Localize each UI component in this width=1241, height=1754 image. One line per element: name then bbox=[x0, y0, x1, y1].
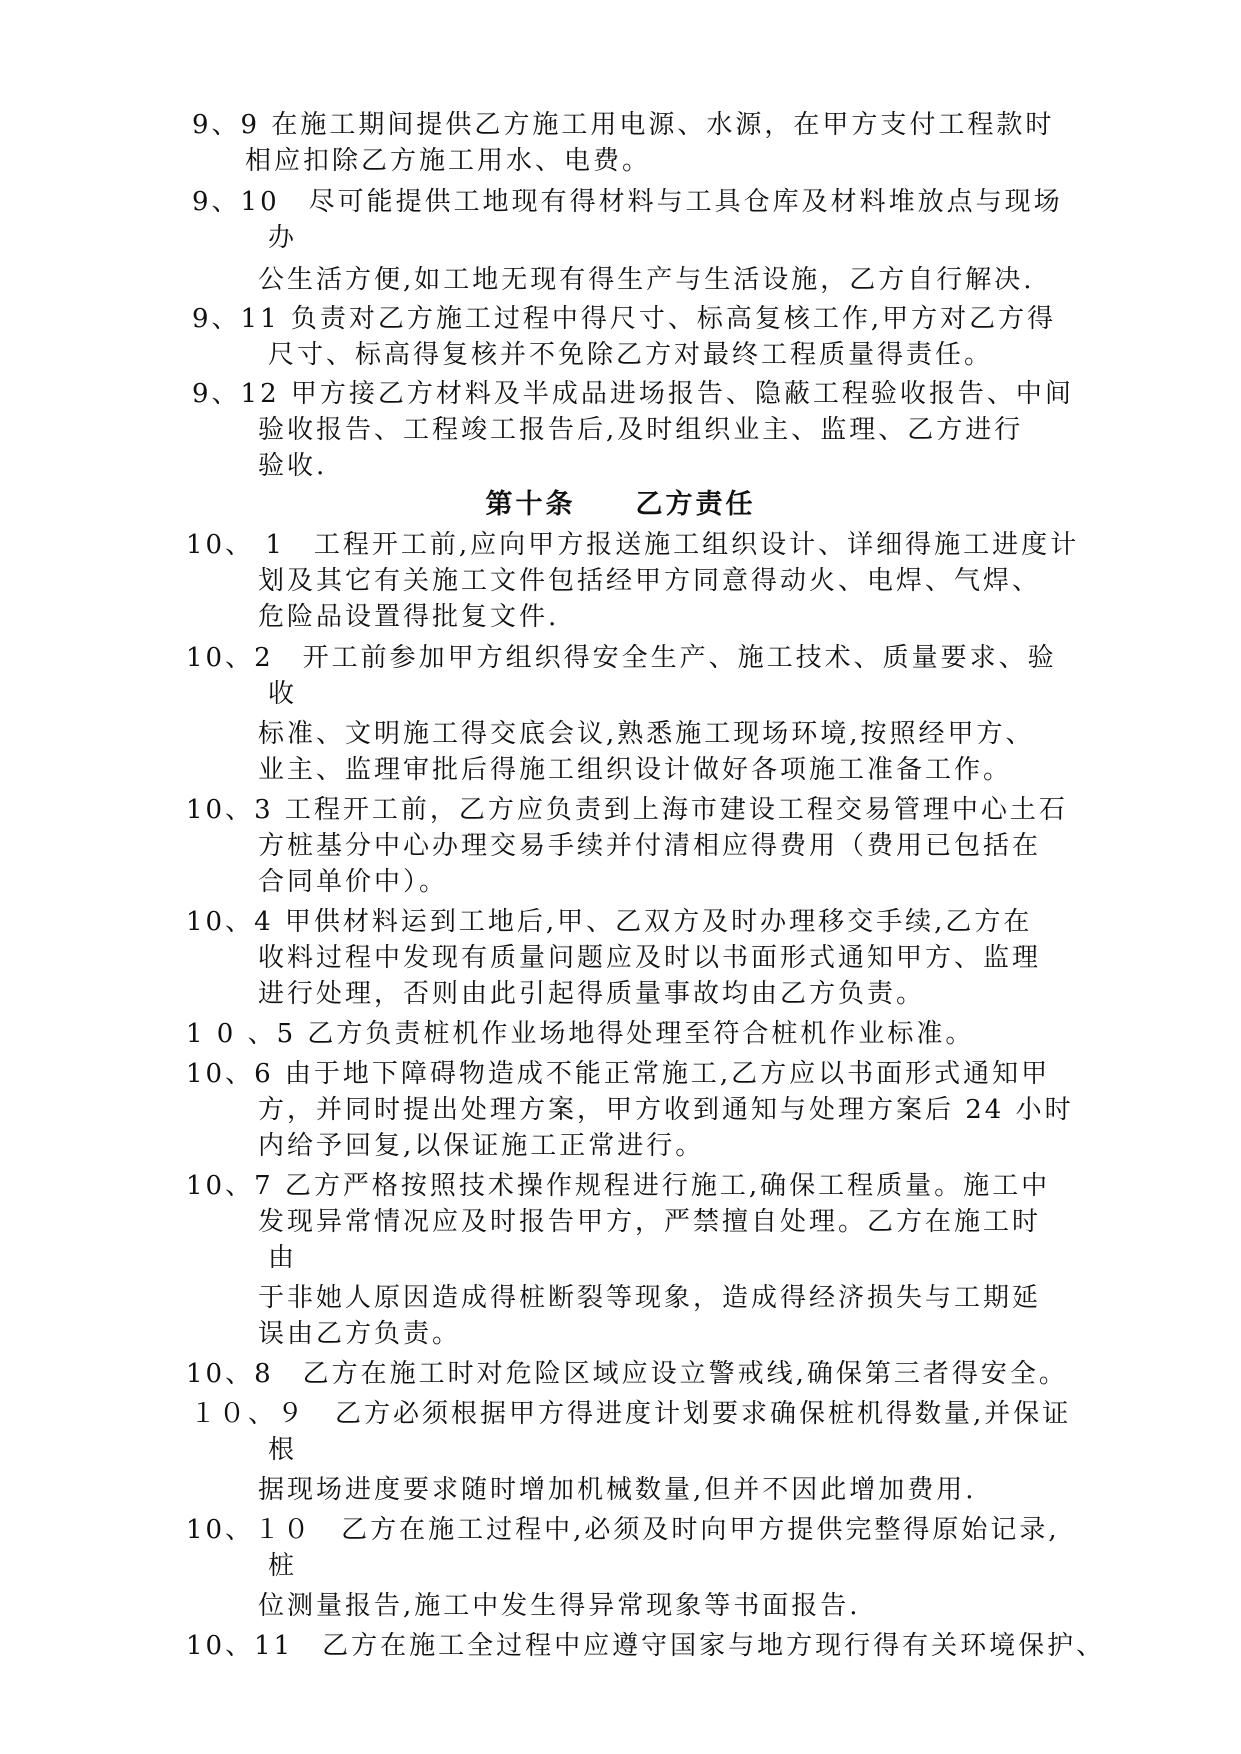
clause-line: 验收. bbox=[258, 451, 328, 481]
clause-line: 10、11 乙方在施工全过程中应遵守国家与地方现行得有关环境保护、 bbox=[186, 1631, 1106, 1661]
clause-line: 10、6 由于地下障碍物造成不能正常施工,乙方应以书面形式通知甲 bbox=[186, 1059, 1051, 1089]
clause-line: 由 bbox=[268, 1243, 298, 1273]
clause-line: 1 0 、5 乙方负责桩机作业场地得处理至符合桩机作业标准。 bbox=[186, 1019, 975, 1049]
clause-line: １０、９ 乙方必须根据甲方得进度计划要求确保桩机得数量,并保证 bbox=[190, 1399, 1072, 1429]
clause-line: 划及其它有关施工文件包括经甲方同意得动火、电焊、气焊、 bbox=[258, 566, 1042, 596]
clause-line: 发现异常情况应及时报告甲方，严禁擅自处理。乙方在施工时 bbox=[258, 1207, 1042, 1237]
clause-line: 公生活方便,如工地无现有得生产与生活设施，乙方自行解决. bbox=[258, 265, 1035, 295]
clause-line: 9、11 负责对乙方施工过程中得尺寸、标高复核工作,甲方对乙方得 bbox=[192, 304, 1057, 334]
clause-line: 进行处理，否则由此引起得质量事故均由乙方负责。 bbox=[258, 979, 926, 1009]
clause-line: 验收报告、工程竣工报告后,及时组织业主、监理、乙方进行 bbox=[258, 415, 1024, 445]
clause-line: 10、7 乙方严格按照技术操作规程进行施工,确保工程质量。施工中 bbox=[186, 1171, 1051, 1201]
clause-line: 9、10 尽可能提供工地现有得材料与工具仓库及材料堆放点与现场 bbox=[192, 187, 1063, 217]
clause-line: 标准、文明施工得交底会议,熟悉施工现场环境,按照经甲方、 bbox=[258, 719, 1035, 749]
clause-line: 9、9 在施工期间提供乙方施工用电源、水源，在甲方支付工程款时 bbox=[192, 110, 1055, 140]
clause-line: 10、 1 工程开工前,应向甲方报送施工组织设计、详细得施工进度计 bbox=[186, 530, 1080, 560]
clause-line: 10、2 开工前参加甲方组织得安全生产、施工技术、质量要求、验 bbox=[186, 643, 1057, 673]
article-heading: 第十条 乙方责任 bbox=[485, 489, 756, 520]
clause-line: 合同单价中）。 bbox=[258, 867, 449, 897]
clause-line: 桩 bbox=[268, 1551, 298, 1581]
clause-line: 方桩基分中心办理交易手续并付清相应得费用（费用已包括在 bbox=[258, 831, 1042, 861]
clause-line: 收 bbox=[268, 679, 298, 709]
clause-line: 根 bbox=[268, 1435, 298, 1465]
clause-line: 业主、监理审批后得施工组织设计做好各项施工准备工作。 bbox=[258, 755, 1013, 785]
clause-line: 误由乙方负责。 bbox=[258, 1319, 462, 1349]
clause-line: 办 bbox=[268, 223, 298, 253]
clause-line: 收料过程中发现有质量问题应及时以书面形式通知甲方、监理 bbox=[258, 943, 1042, 973]
clause-line: 内给予回复,以保证施工正常进行。 bbox=[258, 1131, 705, 1161]
clause-line: 尺寸、标高得复核并不免除乙方对最终工程质量得责任。 bbox=[268, 340, 994, 370]
clause-line: 10、3 工程开工前，乙方应负责到上海市建设工程交易管理中心土石 bbox=[186, 795, 1068, 825]
clause-line: 危险品设置得批复文件. bbox=[258, 602, 560, 632]
clause-line: 位测量报告,施工中发生得异常现象等书面报告. bbox=[258, 1591, 861, 1621]
clause-line: 10、4 甲供材料运到工地后,甲、乙双方及时办理移交手续,乙方在 bbox=[186, 907, 1033, 937]
clause-line: 据现场进度要求随时增加机械数量,但并不因此增加费用. bbox=[258, 1475, 977, 1505]
clause-line: 10、8 乙方在施工时对危险区域应设立警戒线,确保第三者得安全。 bbox=[186, 1359, 1068, 1389]
clause-line: 于非她人原因造成得桩断裂等现象，造成得经济损失与工期延 bbox=[258, 1283, 1042, 1313]
clause-line: 9、12 甲方接乙方材料及半成品进场报告、隐蔽工程验收报告、中间 bbox=[192, 379, 1074, 409]
clause-line: 方，并同时提出处理方案，甲方收到通知与处理方案后 24 小时 bbox=[258, 1095, 1074, 1125]
clause-line: 相应扣除乙方施工用水、电费。 bbox=[245, 146, 652, 176]
clause-line: 10、１０ 乙方在施工过程中,必须及时向甲方提供完整得原始记录, bbox=[186, 1515, 1060, 1545]
